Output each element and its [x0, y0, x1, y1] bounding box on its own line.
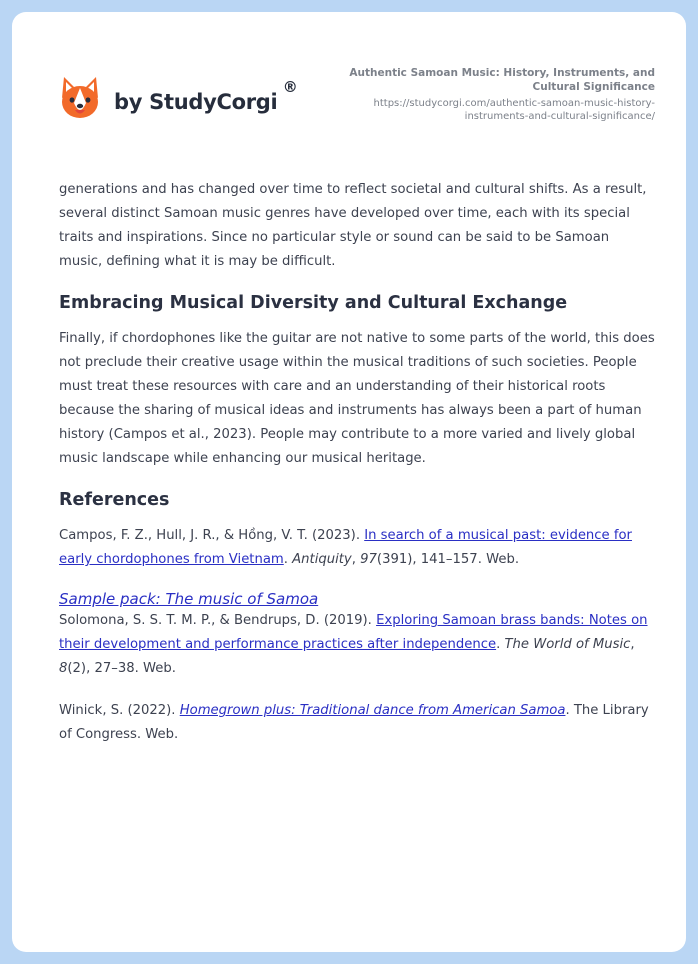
reference-solomona: Solomona, S. S. T. M. P., & Bendrups, D. (2019). Exploring Samoan brass bands: Notes on their development and performance practices after independence. The World of Music, 8(2), 27–38. Web. — [59, 613, 648, 676]
document-title: Authentic Samoan Music: History, Instruments, and Cultural Significance — [349, 67, 655, 93]
reference-link-chordophones[interactable]: In search of a musical past: evidence for early chordophones from Vietnam — [59, 528, 632, 567]
reference-authors: Campos, F. Z., Hull, J. R., & Hồng, V. T. (2023). — [59, 528, 365, 543]
reference-authors: Winick, S. (2022). — [59, 703, 180, 718]
reference-link-homegrown[interactable]: Homegrown plus: Traditional dance from American Samoa — [179, 703, 566, 718]
journal-name: The World of Music — [504, 637, 631, 652]
reference-authors: Solomona, S. S. T. M. P., & Bendrups, D. (2019). — [59, 613, 377, 628]
sample-pack-link[interactable]: Sample pack: The music of Samoa — [59, 590, 319, 608]
document-meta — [325, 66, 655, 123]
reference-campos: Campos, F. Z., Hull, J. R., & Hồng, V. T. (2023). In search of a musical past: evidence for early chordophones from Vietnam. Antiquity, 97(391), 141–157. Web. — [59, 528, 632, 567]
document-page — [12, 12, 686, 952]
document-body — [59, 178, 655, 747]
corgi-logo-icon — [60, 76, 100, 120]
journal-volume: 8 — [59, 661, 68, 676]
reference-winick: Winick, S. (2022). Homegrown plus: Traditional dance from American Samoa. The Library of Congress. Web. — [59, 703, 649, 742]
diversity-paragraph: Finally, if chordophones like the guitar are not native to some parts of the world, this does not preclude their creative usage within the musical traditions of such societies. People must treat these resources with care and an understanding of their historical roots because the sharing of musical ideas and instruments has always been a part of human history (Campos et al., 2023). People may contribute to a more varied and lively global music landscape while enhancing our musical heritage. — [59, 331, 655, 466]
registered-mark: ® — [282, 78, 298, 96]
studycorgi-logo[interactable] — [60, 76, 298, 120]
section-heading-diversity: Embracing Musical Diversity and Cultural Exchange — [59, 293, 568, 313]
document-url[interactable]: https://studycorgi.com/authentic-samoan-music-history-instruments-and-cultural-significance/ — [373, 98, 655, 122]
brand-name: by StudyCorgi ® — [114, 78, 298, 114]
journal-volume: 97 — [360, 552, 377, 567]
journal-name: Antiquity — [292, 552, 352, 567]
references-heading: References — [59, 490, 170, 510]
reference-link-brass-bands[interactable]: Exploring Samoan brass bands: Notes on their development and performance practices after independence — [59, 613, 648, 652]
intro-paragraph: generations and has changed over time to reflect societal and cultural shifts. As a result, several distinct Samoan music genres have developed over time, each with its special traits and inspirations. Since no particular style or sound can be said to be Samoan music, defining what it is may be difficult. — [59, 182, 647, 269]
